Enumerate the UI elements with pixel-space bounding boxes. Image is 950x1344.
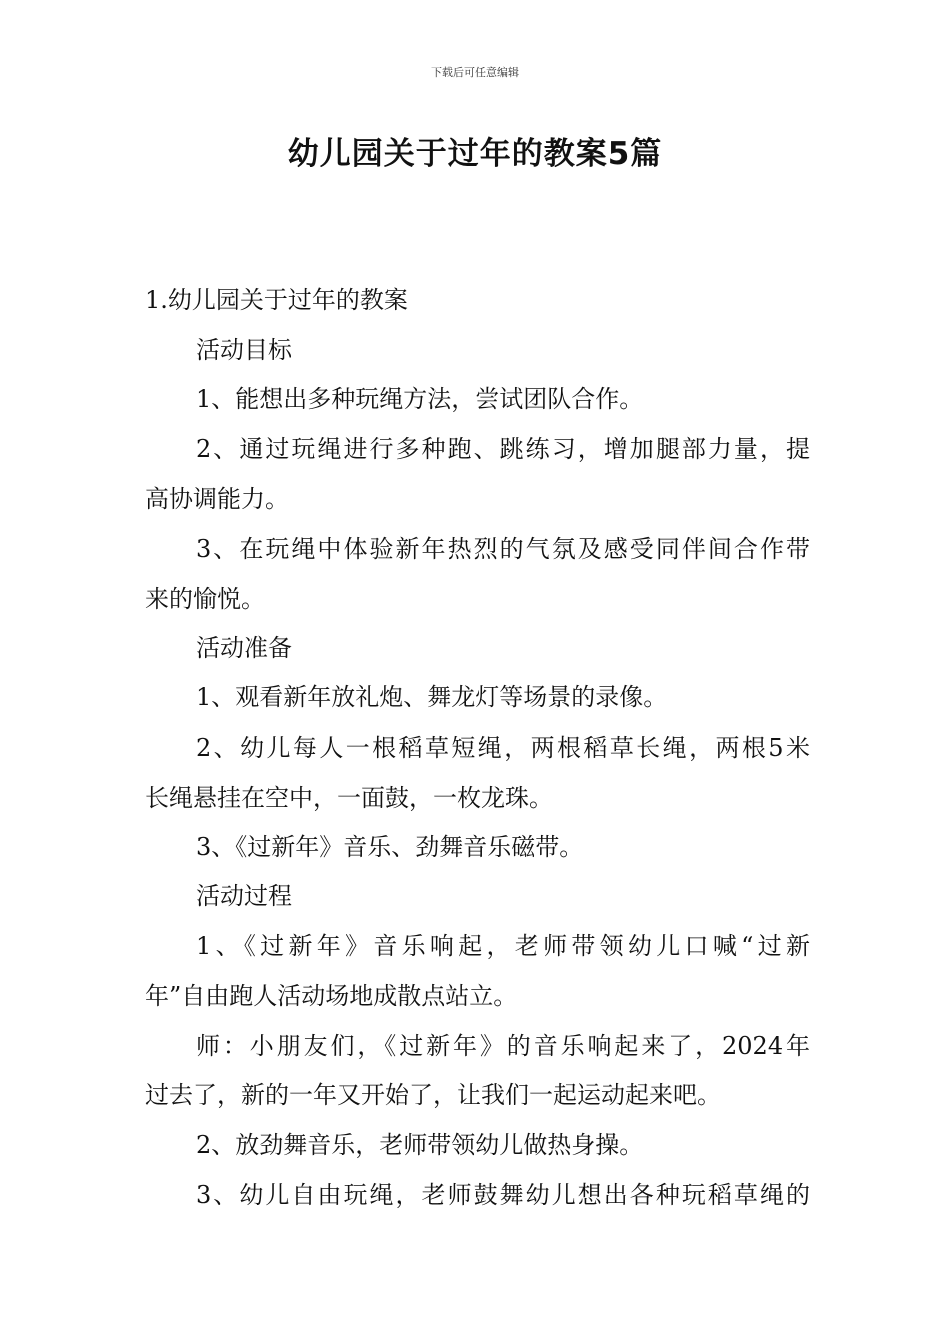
paragraph-line: 1、观看新年放礼炮、舞龙灯等场景的录像。 <box>196 683 668 711</box>
paragraph-line: 3、幼儿自由玩绳，老师鼓舞幼儿想出各种玩稻草绳的 <box>196 1181 810 1209</box>
subheading-process: 活动过程 <box>196 882 292 910</box>
paragraph-line: 高协调能力。 <box>145 485 289 513</box>
subheading-preparation: 活动准备 <box>196 634 292 662</box>
paragraph-line: 来的愉悦。 <box>145 585 265 613</box>
paragraph-line: 年”自由跑人活动场地成散点站立。 <box>145 982 518 1010</box>
paragraph-line: 1、能想出多种玩绳方法，尝试团队合作。 <box>196 385 644 413</box>
subheading-goals: 活动目标 <box>196 336 292 364</box>
paragraph-line: 2、幼儿每人一根稻草短绳，两根稻草长绳，两根5米 <box>196 734 810 762</box>
paragraph-line: 师：小朋友们，《过新年》的音乐响起来了，2024年 <box>196 1032 810 1060</box>
paragraph-line: 2、通过玩绳进行多种跑、跳练习，增加腿部力量，提 <box>196 435 810 463</box>
header-note: 下载后可任意编辑 <box>431 66 519 79</box>
paragraph-line: 1、《过新年》音乐响起，老师带领幼儿口喊“过新 <box>196 932 810 960</box>
paragraph-line: 3、在玩绳中体验新年热烈的气氛及感受同伴间合作带 <box>196 535 810 563</box>
paragraph-line: 2、放劲舞音乐，老师带领幼儿做热身操。 <box>196 1131 644 1159</box>
document-title: 幼儿园关于过年的教案5篇 <box>287 136 663 172</box>
paragraph-line: 长绳悬挂在空中，一面鼓，一枚龙珠。 <box>145 784 553 812</box>
section-heading: 1.幼儿园关于过年的教案 <box>145 286 408 314</box>
paragraph-line: 3、《过新年》音乐、劲舞音乐磁带。 <box>196 833 584 861</box>
paragraph-line: 过去了，新的一年又开始了，让我们一起运动起来吧。 <box>145 1081 721 1109</box>
